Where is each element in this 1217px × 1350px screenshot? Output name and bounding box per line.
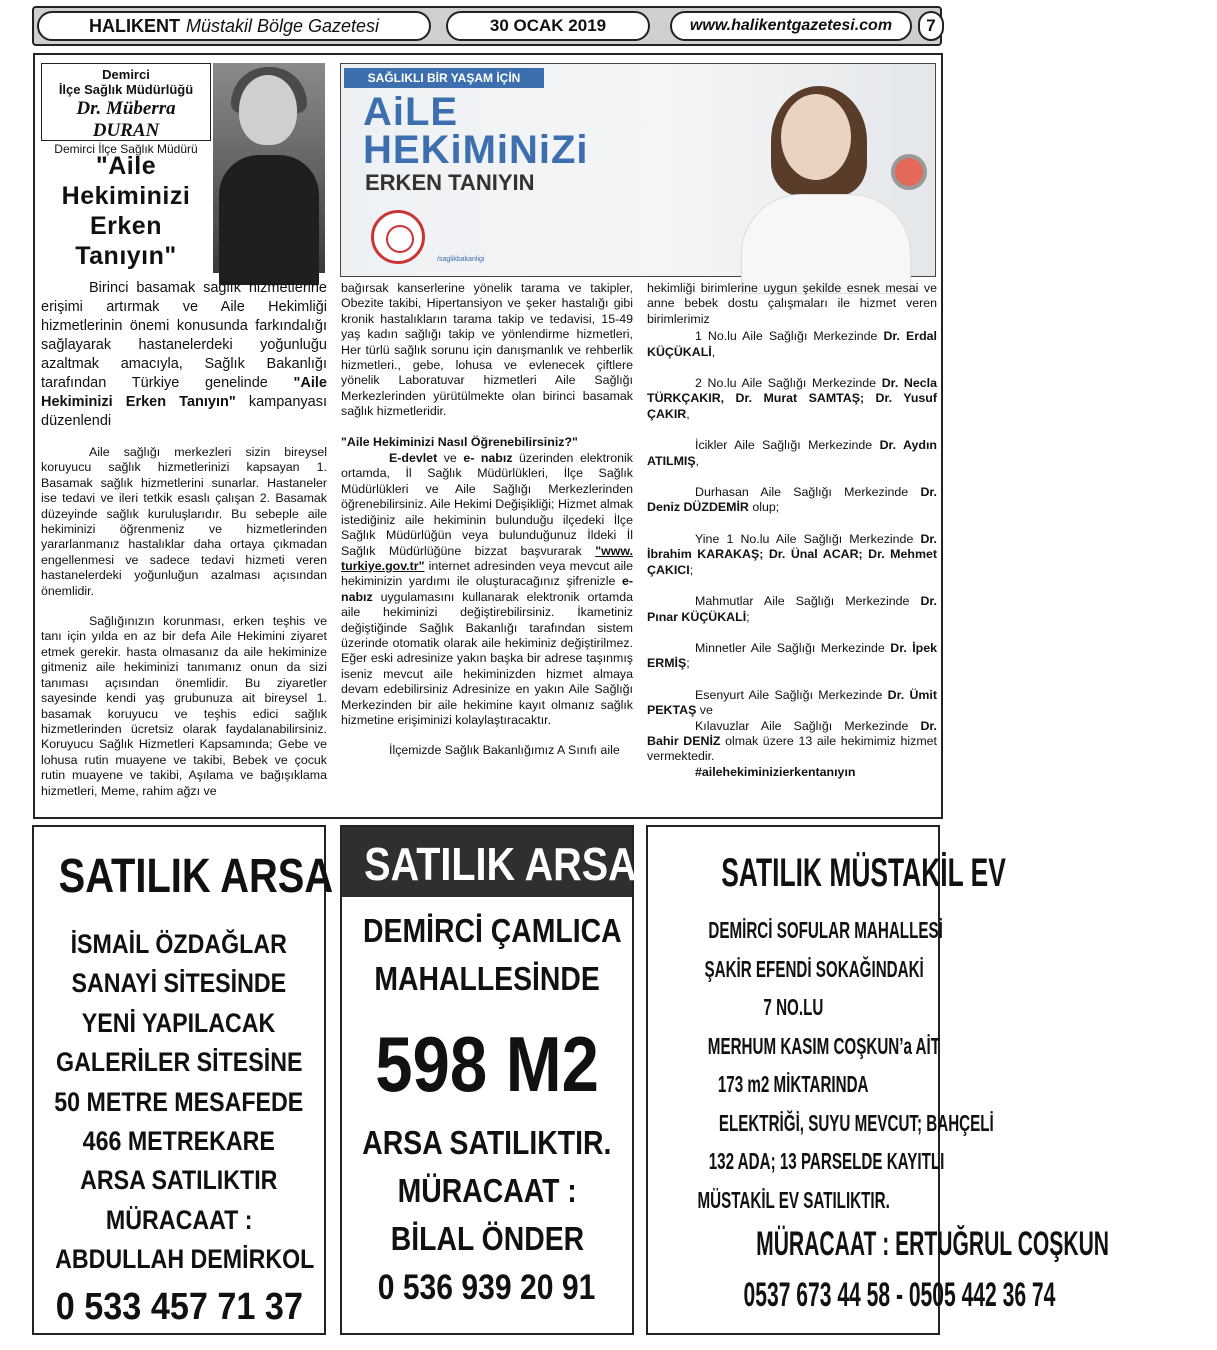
ad-line: MÜSTAKİL EV SATILIKTIR. <box>697 1186 890 1213</box>
title-line: Erken <box>90 212 162 240</box>
paragraph-text: uygulamasını kullanarak elektronik ortamda aile hekiminizi değiştirebilirsiniz. İkametiniz değiştiğinde Sağlık Bakanlığı tarafından sistem üzerinde otomatik olarak aile hekiminiz değiştirilmez. Eğer eski adresinize yakın başka bir adrese taşınmış iseniz mevcut aile hekiminizden hizmet almaya devam edebilirsiniz Adresinize en yakın Aile Sağlığı Merkezinden bir aile hekimine kayıt olmanız sağlık hizmetine erişiminizi kolaylaştıracaktır. <box>341 589 633 727</box>
article-intro <box>41 279 327 431</box>
clinic-place: Mahmutlar Aile Sağlığı Merkezinde <box>695 594 910 609</box>
edevlet-label: E-devlet <box>389 451 438 466</box>
paragraph: hekimliği birimlerine uygun şekilde esnek mesai ve anne bebek dostu çalışmaları ile hizmet veren birimlerimiz <box>647 281 937 326</box>
clinic-entry <box>647 641 937 672</box>
clinic-end: ; <box>689 562 694 577</box>
conj-text: ve <box>443 451 457 466</box>
author-name: Dr. Müberra DURAN <box>76 98 176 141</box>
campaign-name: "Aile Hekiminizi Erken Tanıyın" <box>41 375 327 410</box>
author-photo <box>213 63 325 273</box>
ad-title: SATILIK MÜSTAKİL EV <box>721 851 1006 895</box>
banner-headline-2: HEKiMiNiZi <box>363 128 589 172</box>
enabiz-label: e-nabız <box>341 574 633 604</box>
paragraph: Sağlığınızın korunması, erken teşhis ve tanı için yılda en az bir defa Aile Hekimini ziyaret etmek gerekir. hasta olmasanız da aile hekiminize gitmeniz aile hekiminizi tanımanız onun da sizi tanıması açısından önemlidir. Bu ziyaretler sayesinde kendi yaş grubunuza ait bireysel 1. basamak koruyucu ve teşhis edici sağlık hizmetlerinden ücretsiz olarak faydalanabilirsiniz. Koruyucu Sağlık Hizmetleri Kapsamında; Gebe ve lohusa rutin muayene ve takibi, Bebek ve çocuk rutin muayene ve takibi, Aşılama ve bağışıklama hizmetleri, Meme, rahim ağzı ve <box>41 614 327 798</box>
clinic-doctor: Dr. Bahir DENİZ <box>647 718 937 748</box>
clinic-place: Yine 1 No.lu Aile Sağlığı Merkezinde <box>695 531 914 546</box>
ad-title: SATILIK ARSA <box>342 827 632 897</box>
clinic-entry <box>647 719 937 765</box>
subheading-question: "Aile Hekiminizi Nasıl Öğrenebilirsiniz?" <box>341 434 578 449</box>
ad-line: GALERİLER SİTESİNE <box>55 1047 303 1078</box>
classified-ad-house <box>646 825 1110 1335</box>
ad-line: 50 METRE MESAFEDE <box>54 1086 304 1117</box>
author-card <box>41 63 211 156</box>
clinic-doctor: Dr. Aydın ATILMIŞ <box>647 438 937 468</box>
paper-name: HALIKENT <box>88 15 180 36</box>
article-column-3 <box>647 281 937 780</box>
ad-line: ARSA SATILIKTIR <box>80 1165 278 1196</box>
turkiye-gov-link[interactable]: "www. turkiye.gov.tr" <box>341 543 633 573</box>
clinic-end: ; <box>746 609 750 624</box>
ad-title: SATILIK ARSA <box>58 850 334 903</box>
intro-text: Birinci basamak sağlık hizmetlerine erişimi artırmak ve Aile Hekimliği hizmetlerinin önemi konusunda farkındalığı sağlayarak hastanelerdeki yoğunluğu azaltmak amacıyla, Sağlık Bakanlığı tarafından Türkiye genelinde <box>41 280 327 391</box>
ad-line: BİLAL ÖNDER <box>390 1220 584 1257</box>
ad-line: ABDULLAH DEMİRKOL <box>55 1244 315 1275</box>
title-line: "Aile <box>95 152 157 180</box>
paragraph: bağırsak kanserlerine yönelik tarama ve takipler, Obezite takibi, Hipertansiyon ve şeker hastalığı gibi kronik hastalıkların tarama takip ve tedavisi, 15-49 yaş kadın sağlığı takip ve yönlendirme hizmetleri, Her türlü sağlık sorunu için danışmanlık ve rehberlik hizmetleri., gebe, lohusa ve evlenecek çiftlere yönelik Laboratuvar hizmetleri Aile Sağlığı Merkezlerinden yürütülmekte olan birinci basamak sağlık hizmetleridir. <box>341 281 633 419</box>
clinic-doctor: Dr. İpek ERMİŞ <box>647 640 937 671</box>
clinic-list <box>647 329 937 718</box>
clinic-doctor: Dr. Pınar KÜÇÜKALİ <box>647 594 937 624</box>
ad-line: DEMİRCİ ÇAMLICA <box>363 912 622 949</box>
clinic-entry <box>647 485 937 516</box>
clinic-place: 1 No.lu Aile Sağlığı Merkezinde <box>695 329 878 344</box>
ad-line: ARSA SATILIKTIR. <box>362 1124 612 1161</box>
article-column-2 <box>341 281 633 774</box>
ad-line: SANAYİ SİTESİNDE <box>71 968 287 999</box>
ad-line: MERHUM KASIM COŞKUN’a AİT <box>707 1032 941 1059</box>
clinic-end: , <box>686 406 690 421</box>
banner-top-label: SAĞLIKLI BİR YAŞAM İÇİN <box>344 68 544 88</box>
campaign-hashtag: #ailehekiminizierkentanıyın <box>695 764 856 779</box>
clinic-entry <box>647 594 937 625</box>
stethoscope-icon <box>891 154 927 190</box>
ad-line: YENİ YAPILACAK <box>82 1007 276 1038</box>
doctor-illustration <box>741 84 911 284</box>
title-line: Tanıyın" <box>75 242 177 270</box>
paragraph: Aile sağlığı merkezleri sizin bireysel koruyucu sağlık hizmetlerinizi kapsayan 1. Basamak sağlık hizmetlerini sunarlar. Hastaneler ise tedavi ve ileri tetkik esaslı çalışan 2. Basamak düzeyinde sağlık kuruluşlarıdır. Bu sebeple aile hekiminizi öğrenmeniz ve hizmetlerinden yararlanmanız hastalıklar daha ortaya çıkmadan engellenmesi ve sadece tedavi hizmeti veren hastanelerdeki yoğunluğun azalması açısından önemlidir. <box>41 445 327 598</box>
ad-line: DEMİRCİ SOFULAR MAHALLESİ <box>708 917 943 943</box>
ad-line: MÜRACAAT : <box>105 1204 253 1235</box>
clinic-entry <box>647 438 937 469</box>
ministry-logo-icon <box>371 210 425 264</box>
clinic-entry <box>647 376 937 422</box>
ad-area: 598 M2 <box>375 1020 599 1108</box>
banner-headline-3: ERKEN TANIYIN <box>365 170 535 195</box>
ad-line: 7 NO.LU <box>763 994 823 1020</box>
ad-phone[interactable]: 0 533 457 71 37 <box>55 1285 303 1328</box>
issue-date: 30 OCAK 2019 <box>446 11 650 41</box>
ad-line: ŞAKİR EFENDİ SOKAĞINDAKİ <box>704 955 924 982</box>
paper-name-pill <box>37 11 431 41</box>
title-line: Hekiminizi <box>61 182 191 210</box>
ad-line: İSMAİL ÖZDAĞLAR <box>70 929 288 959</box>
clinic-place: Kılavuzlar Aile Sağlığı Merkezinde <box>695 718 909 733</box>
author-role: Demirci İlçe Sağlık Müdürü <box>54 142 198 156</box>
ad-phone[interactable]: 0537 673 44 58 - 0505 442 36 74 <box>743 1276 1056 1314</box>
clinic-entry <box>647 688 937 719</box>
clinic-end: olmak üzere 13 aile hekimimiz hizmet vermektedir. <box>647 733 937 764</box>
clinic-place: Minnetler Aile Sağlığı Merkezinde <box>695 640 885 655</box>
clinic-doctor: Dr. Deniz DÜZDEMİR <box>647 485 937 515</box>
clinic-place: Durhasan Aile Sağlığı Merkezinde <box>695 485 909 500</box>
page-number: 7 <box>918 11 944 41</box>
ad-line: 173 m2 MİKTARINDA <box>717 1071 869 1097</box>
campaign-banner <box>340 63 936 277</box>
clinic-end: ve <box>696 703 713 718</box>
paragraph-text: üzerinden elektronik ortamda, İl Sağlık Müdürlükleri, İlçe Sağlık Müdürlükleri ve Aile Sağlığı Merkezlerinden öğrenebilirsiniz. Aile Hekimi Değişikliği; Hizmet almak istediğiniz aile hekiminin bulunduğu ilçedeki İlçe Sağlık Müdürlüğün veya bulunduğunuz İldeki İl Sağlık Müdürlüğüne bizzat başvurarak <box>341 451 633 558</box>
article-column-1 <box>41 445 327 814</box>
clinic-end: , <box>711 344 716 359</box>
paper-subtitle: Müstakil Bölge Gazetesi <box>185 15 380 36</box>
clinic-place: 2 No.lu Aile Sağlığı Merkezinde <box>695 376 877 391</box>
clinic-place: İcikler Aile Sağlığı Merkezinde <box>695 438 873 453</box>
clinic-doctor: Dr. Ümit PEKTAŞ <box>647 687 938 718</box>
health-article <box>33 53 943 819</box>
website-link[interactable]: www.halikentgazetesi.com <box>670 11 912 41</box>
clinic-doctor: Dr. İbrahim KARAKAŞ; Dr. Ünal ACAR; Dr. Mehmet ÇAKICI <box>647 531 937 577</box>
ad-line: MÜRACAAT : <box>397 1172 577 1209</box>
paragraph <box>341 451 633 728</box>
clinic-end: ; <box>686 656 690 671</box>
ad-line: 466 METREKARE <box>82 1126 276 1157</box>
clinic-entry <box>647 329 937 360</box>
clinic-entry <box>647 532 937 578</box>
paragraph-text: internet adresinden veya mevcut aile hekiminizin yardımı ile oluşturacağınız şifrenizle <box>341 558 633 589</box>
ad-line: MAHALLESİNDE <box>374 960 600 997</box>
paragraph: İlçemizde Sağlık Bakanlığımız A Sınıfı aile <box>389 743 620 758</box>
author-org-line2: İlçe Sağlık Müdürlüğü <box>58 82 194 97</box>
clinic-doctor: Dr. Erdal KÜÇÜKALİ <box>647 329 937 359</box>
ad-line: ELEKTRİĞİ, SUYU MEVCUT; BAHÇELİ <box>718 1109 994 1136</box>
banner-headline-1: AiLE <box>363 90 459 134</box>
ad-phone[interactable]: 0 536 939 20 91 <box>378 1268 596 1307</box>
article-title <box>41 151 211 271</box>
author-org-line1: Demirci <box>102 67 150 82</box>
enabiz-label: e- nabız <box>463 451 513 466</box>
clinic-place: Esenyurt Aile Sağlığı Merkezinde <box>695 687 883 702</box>
ad-line: 132 ADA; 13 PARSELDE KAYITLI <box>708 1148 945 1174</box>
intro-end: kampanyası düzenlendi <box>41 394 327 429</box>
classified-ad-land-2 <box>340 825 637 1335</box>
clinic-doctor: Dr. Necla TÜRKÇAKIR, Dr. Murat SAMTAŞ; Dr. Yusuf ÇAKIR <box>647 376 937 421</box>
clinic-end: , <box>695 453 700 468</box>
banner-social-handle: /saglikbakanligi <box>437 256 485 263</box>
clinic-end: olup; <box>748 500 780 515</box>
classified-ad-land-1 <box>32 825 334 1335</box>
page-header <box>32 6 942 46</box>
ad-contact: MÜRACAAT : ERTUĞRUL COŞKUN <box>756 1225 1110 1263</box>
